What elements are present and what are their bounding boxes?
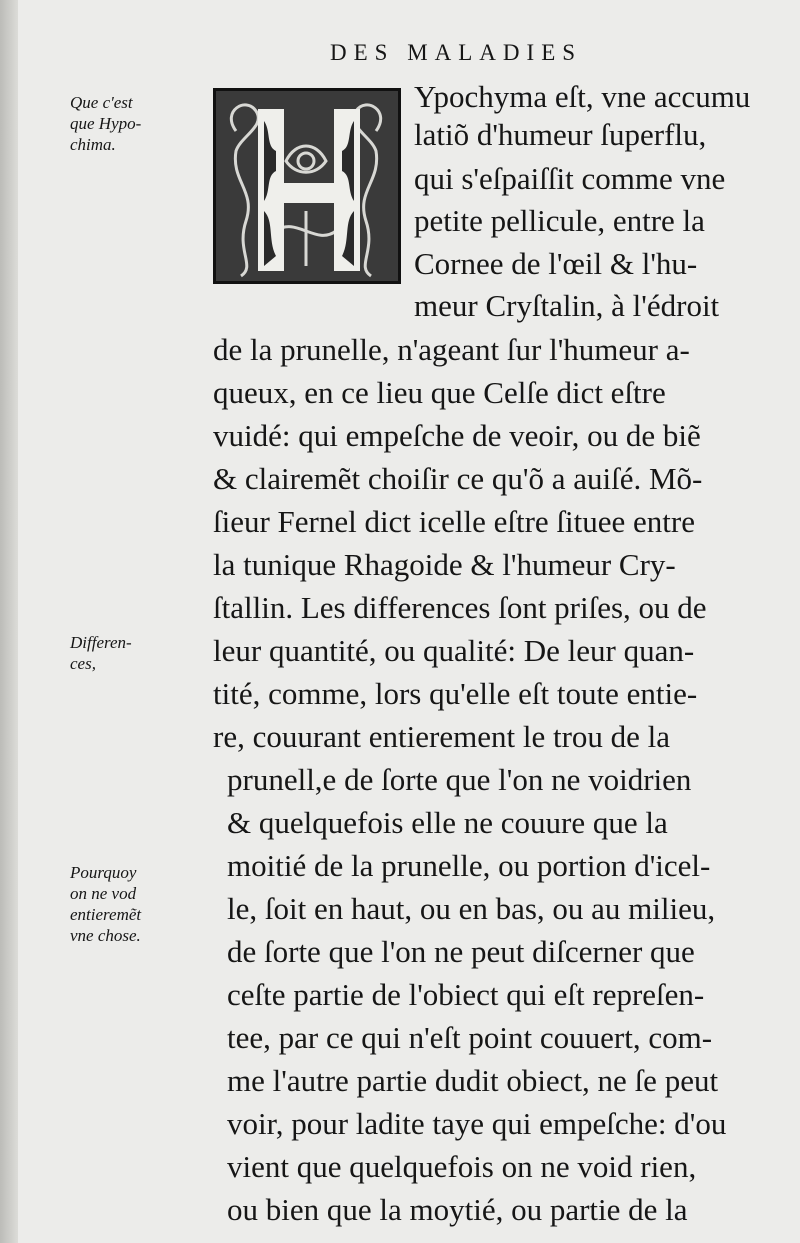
text-line: me l'autre partie dudit obiect, ne ſe peut — [227, 1063, 719, 1098]
margin-note-hypochima — [70, 92, 210, 155]
text-line: ou bien que la moytié, ou partie de la — [227, 1192, 688, 1227]
text-line: ſieur Fernel dict icelle eſtre ſituee entre — [213, 504, 695, 539]
text-line: la tunique Rhagoide & l'humeur Cry- — [213, 547, 676, 582]
text-line: vuidé: qui empeſche de veoir, ou de biẽ — [213, 418, 701, 453]
text-line: & quelquefois elle ne couure que la — [227, 805, 668, 840]
text-line: & clairemẽt choiſir ce qu'õ a auiſé. Mõ- — [213, 461, 703, 496]
text-line: le, ſoit en haut, ou en bas, ou au milieu, — [227, 891, 716, 926]
text-line: de ſorte que l'on ne peut diſcerner que — [227, 934, 695, 969]
running-head: DES MALADIES — [330, 40, 583, 65]
text-line: meur Cryſtalin, à l'édroit — [414, 288, 720, 323]
text-line: qui s'eſpaiſſit comme vne — [414, 161, 726, 196]
text-line: prunell,e de ſorte que l'on ne voidrien — [227, 762, 692, 797]
margin-note-line: Que c'est — [70, 93, 133, 112]
text-line: ſtallin. Les differences ſont priſes, ou de — [213, 590, 707, 625]
text-line: queux, en ce lieu que Celſe dict eſtre — [213, 375, 666, 410]
margin-note-differences — [70, 632, 210, 674]
margin-note-line: que Hypo- — [70, 114, 142, 133]
text-line: vient que quelquefois on ne void rien, — [227, 1149, 697, 1184]
text-line: latiõ d'humeur ſuperflu, — [414, 117, 707, 152]
ornament-icon — [216, 91, 398, 281]
text-line: tee, par ce qui n'eſt point couuert, com- — [227, 1020, 713, 1055]
margin-note-line: entieremẽt — [70, 905, 142, 924]
text-line: leur quantité, ou qualité: De leur quan- — [213, 633, 695, 668]
text-line: re, couurant entierement le trou de la — [213, 719, 671, 754]
text-line: ceſte partie de l'obiect qui eſt repreſen- — [227, 977, 705, 1012]
margin-note-line: Differen- — [70, 633, 132, 652]
margin-note-line: on ne vod — [70, 884, 137, 903]
decorated-initial-h — [213, 88, 401, 284]
text-line: voir, pour ladite taye qui empeſche: d'ou — [227, 1106, 727, 1141]
page-gutter-shadow — [0, 0, 18, 1243]
margin-note-line: ces, — [70, 654, 96, 673]
margin-note-line: Pourquoy — [70, 863, 137, 882]
margin-note-line: chima. — [70, 135, 116, 154]
text-line: de la prunelle, n'ageant ſur l'humeur a- — [213, 332, 690, 367]
margin-note-line: vne chose. — [70, 926, 141, 945]
margin-note-pourquoy — [70, 862, 210, 946]
text-line: petite pellicule, entre la — [414, 203, 705, 238]
text-line: Ypochyma eſt, vne accumu — [414, 79, 751, 114]
text-line: moitié de la prunelle, ou portion d'icel- — [227, 848, 711, 883]
text-line: Cornee de l'œil & l'hu- — [414, 246, 698, 281]
text-line: tité, comme, lors qu'elle eſt toute entie- — [213, 676, 698, 711]
